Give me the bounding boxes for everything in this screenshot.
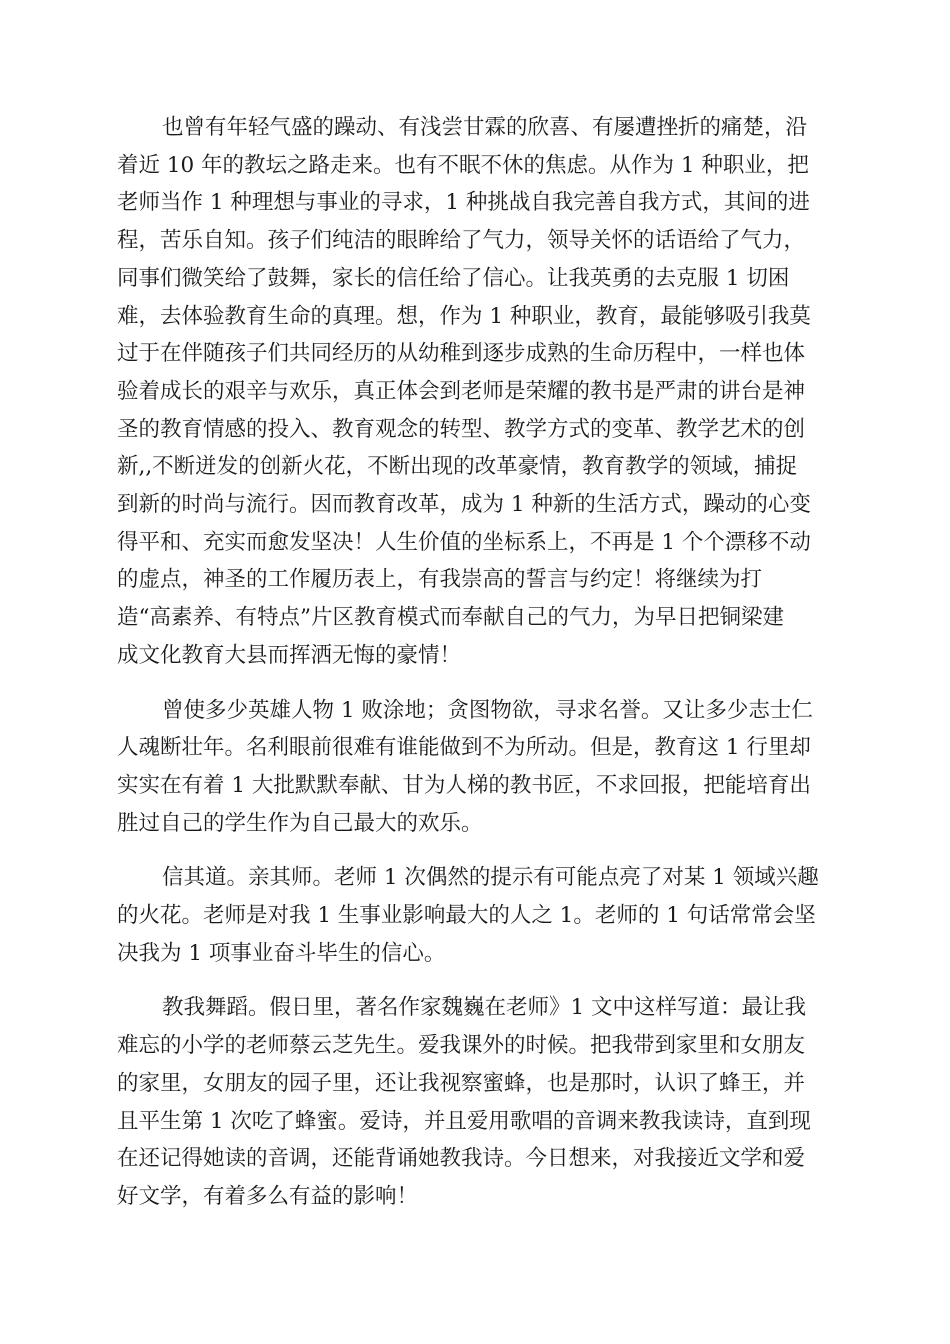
paragraph-line: 好文学，有着多么有益的影响！ [117,1183,419,1209]
paragraph-line: 老师当作 1 种理想与事业的寻求，1 种挑战自我完善自我方式，其间的进 [117,190,810,216]
paragraph-line: 的家里，女朋友的园子里，还让我视察蜜蜂，也是那时，认识了蜂王，并 [117,1070,806,1096]
paragraph-line: 难忘的小学的老师蔡云芝先生。爱我课外的时候。把我带到家里和女朋友 [117,1033,806,1059]
paragraph-2 [117,692,837,843]
paragraph-line: 圣的教育情感的投入、教育观念的转型、教学方式的变革、教学艺术的创 [117,416,806,442]
paragraph-line: 难，去体验教育生命的真理。想，作为 1 种职业，教育，最能够吸引我莫 [117,303,811,329]
paragraph-line: 在还记得她读的音调，还能背诵她教我诗。今日想来，对我接近文学和爱 [117,1146,806,1172]
paragraph-line: 新,,不断迸发的创新火花，不断出现的改革豪情，教育教学的领域，捕捉 [117,454,798,480]
paragraph-line: 过于在伴随孩子们共同经历的从幼稚到逐步成熟的生命历程中，一样也体 [117,341,806,367]
paragraph-line: 信其道。亲其师。老师 1 次偶然的提示有可能点亮了对某 1 领域兴趣 [162,865,819,891]
paragraph-line: 的火花。老师是对我 1 生事业影响最大的人之 1。老师的 1 句话常常会坚 [117,903,816,929]
paragraph-line: 实实在有着 1 大批默默奉献、甘为人梯的教书匠，不求回报，把能培育出 [117,772,811,798]
paragraph-line: 胜过自己的学生作为自己最大的欢乐。 [117,810,483,836]
paragraph-4 [117,989,837,1215]
paragraph-line: 的虚点，神圣的工作履历表上，有我崇高的誓言与约定！将继续为打 [117,567,763,593]
paragraph-line: 验着成长的艰辛与欢乐，真正体会到老师是荣耀的教书是严肃的讲台是神 [117,378,806,404]
paragraph-line: 到新的时尚与流行。因而教育改革，成为 1 种新的生活方式，躁动的心变 [117,492,811,518]
document-body [117,109,837,1233]
paragraph-line: 造“高素养、有特点”片区教育模式而奉献自己的气力，为早日把铜梁建 [117,605,784,631]
paragraph-line: 成文化教育大县而挥洒无悔的豪情！ [117,642,462,668]
paragraph-line: 且平生第 1 次吃了蜂蜜。爱诗，并且爱用歌唱的音调来教我读诗，直到现 [117,1108,811,1134]
paragraph-line: 教我舞蹈。假日里，著名作家魏巍在老师》1 文中这样写道：最让我 [162,995,807,1021]
paragraph-line: 决我为 1 项事业奋斗毕生的信心。 [117,940,446,966]
paragraph-line: 曾使多少英雄人物 1 败涂地；贪图物欲，寻求名誉。又让多少志士仁 [162,697,813,723]
paragraph-line: 着近 10 年的教坛之路走来。也有不眠不休的焦虑。从作为 1 种职业，把 [117,152,809,178]
paragraph-3 [117,859,837,972]
paragraph-line: 同事们微笑给了鼓舞，家长的信任给了信心。让我英勇的去克服 1 切困 [117,265,790,291]
paragraph-line: 人魂断壮年。名利眼前很难有谁能做到不为所动。但是，教育这 1 行里却 [117,735,811,761]
paragraph-line: 得平和、充实而愈发坚决！人生价值的坐标系上，不再是 1 个个漂移不动 [117,529,811,555]
paragraph-line: 程，苦乐自知。孩子们纯洁的眼眸给了气力，领导关怀的话语给了气力， [117,228,806,254]
paragraph-1 [117,109,837,675]
paragraph-line: 也曾有年轻气盛的躁动、有浅尝甘霖的欣喜、有屡遭挫折的痛楚，沿 [162,115,808,140]
